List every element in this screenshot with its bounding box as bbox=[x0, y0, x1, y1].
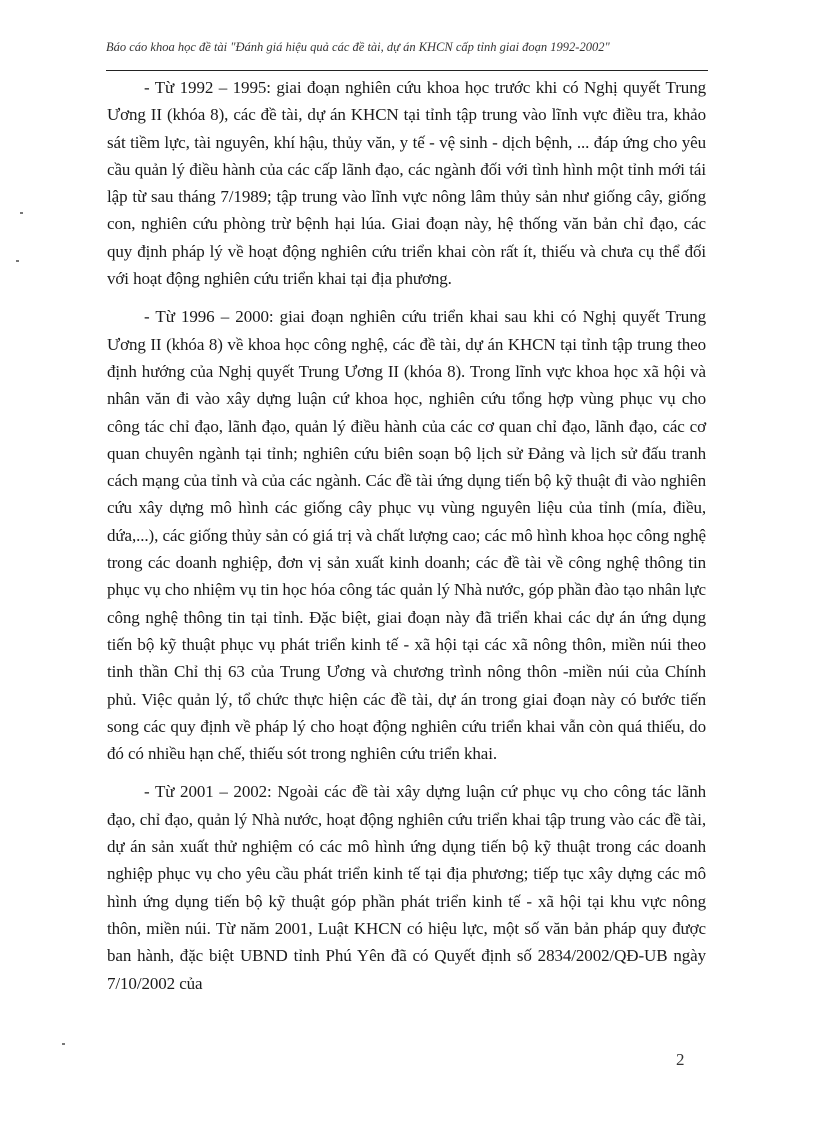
scan-speck bbox=[20, 212, 23, 214]
paragraph-1996-2000: - Từ 1996 – 2000: giai đoạn nghiên cứu triển khai sau khi có Nghị quyết Trung Ương II (khóa 8) về khoa học công nghệ, các đề tài, dự án KHCN tại tỉnh tập trung theo định hướng của Nghị quyết Trung Ương II (khóa 8). Trong lĩnh vực khoa học xã hội và nhân văn đi vào xây dựng luận cứ khoa học, nghiên cứu tổng hợp vùng phục vụ cho công tác chỉ đạo, lãnh đạo, quản lý điều hành của các cơ quan chỉ đạo, lãnh đạo, các cơ quan chuyên ngành tại tỉnh; nghiên cứu biên soạn bộ lịch sử Đảng và lịch sử đấu tranh cách mạng của tỉnh và của các ngành. Các đề tài ứng dụng tiến bộ kỹ thuật đi vào nghiên cứu xây dựng mô hình các giống cây phục vụ vùng nguyên liệu của tỉnh (mía, điều, dứa,...), các giống thủy sản có giá trị và chất lượng cao; các mô hình khoa học công nghệ trong các doanh nghiệp, đơn vị sản xuất kinh doanh; các đề tài về công nghệ thông tin phục vụ cho nhiệm vụ tin học hóa công tác quản lý Nhà nước, góp phần đào tạo nhân lực công nghệ thông tin tại tỉnh. Đặc biệt, giai đoạn này đã triển khai các dự án ứng dụng tiến bộ kỹ thuật phục vụ phát triển kinh tế - xã hội tại các xã nông thôn, miền núi theo tinh thần Chỉ thị 63 của Trung Ương và chương trình nông thôn -miền núi của Chính phủ. Việc quản lý, tổ chức thực hiện các đề tài, dự án trong giai đoạn này có bước tiến song các quy định về pháp lý cho hoạt động nghiên cứu triển khai vẫn còn quá thiếu, do đó có nhiều hạn chế, thiếu sót trong nghiên cứu triển khai. bbox=[107, 307, 706, 764]
page-number: 2 bbox=[676, 1050, 685, 1069]
scan-speck bbox=[16, 260, 19, 262]
document-body bbox=[107, 74, 706, 1008]
header-rule bbox=[106, 70, 708, 71]
paragraph-1992-1995: - Từ 1992 – 1995: giai đoạn nghiên cứu khoa học trước khi có Nghị quyết Trung Ương II (khóa 8), các đề tài, dự án KHCN tại tỉnh tập trung vào lĩnh vực điều tra, khảo sát tiềm lực, tài nguyên, khí hậu, thủy văn, y tế - vệ sinh - dịch bệnh, ... đáp ứng cho yêu cầu quản lý điều hành của các cấp lãnh đạo, các ngành đối với tình hình một tỉnh mới tái lập từ sau tháng 7/1989; tập trung vào lĩnh vực nông lâm thủy sản như giống cây, giống con, nghiên cứu phòng trừ bệnh hại lúa. Giai đoạn này, hệ thống văn bản chỉ đạo, các quy định pháp lý về hoạt động nghiên cứu triển khai còn rất ít, thiếu và chưa cụ thể đối với hoạt động nghiên cứu triển khai tại địa phương. bbox=[107, 78, 706, 289]
paragraph-2001-2002: - Từ 2001 – 2002: Ngoài các đề tài xây dựng luận cứ phục vụ cho công tác lãnh đạo, chỉ đạo, quản lý Nhà nước, hoạt động nghiên cứu triển khai tập trung vào các đề tài, dự án sản xuất thử nghiệm có các mô hình ứng dụng tiến bộ kỹ thuật trong các doanh nghiệp phục vụ cho yêu cầu phát triển kinh tế tại địa phương; tiếp tục xây dựng các mô hình ứng dụng tiến bộ kỹ thuật góp phần phát triển kinh tế - xã hội tại khu vực nông thôn, miền núi. Từ năm 2001, Luật KHCN có hiệu lực, một số văn bản pháp quy được ban hành, đặc biệt UBND tỉnh Phú Yên đã có Quyết định số 2834/2002/QĐ-UB ngày 7/10/2002 của bbox=[107, 782, 706, 993]
scan-speck bbox=[62, 1043, 65, 1045]
running-header: Báo cáo khoa học đề tài "Đánh giá hiệu quả các đề tài, dự án KHCN cấp tỉnh giai đoạn 1992-2002" bbox=[106, 40, 610, 54]
